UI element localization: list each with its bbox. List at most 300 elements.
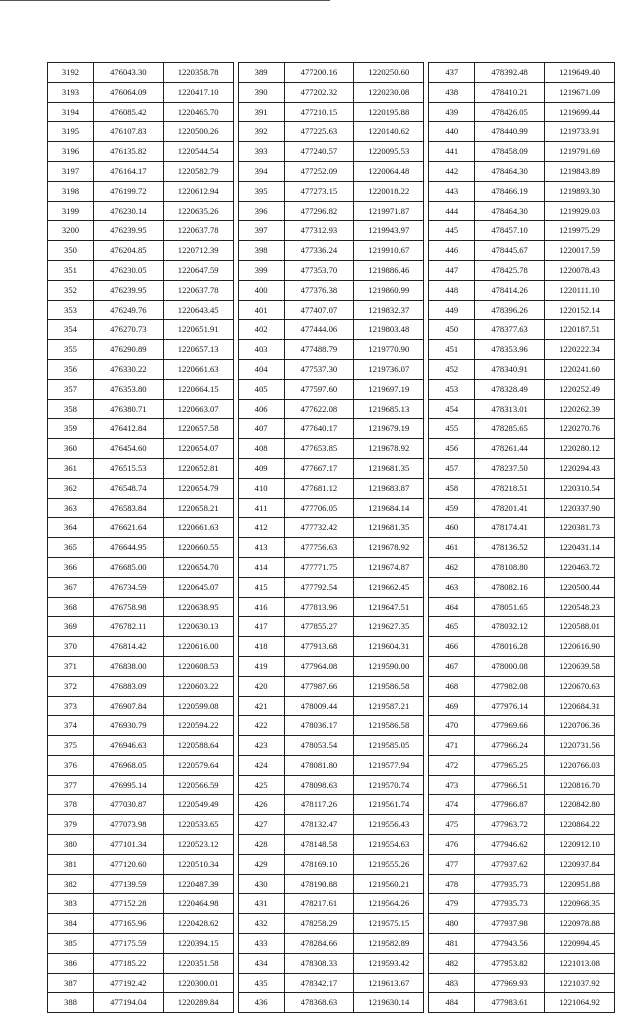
table-row	[48, 835, 234, 855]
point-number-cell: 444	[429, 201, 475, 221]
x-coordinate-cell: 477312.93	[284, 221, 354, 241]
point-number-cell: 472	[429, 755, 475, 775]
y-coordinate-cell: 1220588.01	[545, 617, 615, 637]
point-number-cell: 400	[238, 280, 284, 300]
point-number-cell: 470	[429, 716, 475, 736]
y-coordinate-cell: 1220664.15	[163, 379, 233, 399]
y-coordinate-cell: 1219699.44	[545, 102, 615, 122]
table-row	[429, 201, 615, 221]
x-coordinate-cell: 476239.95	[93, 221, 163, 241]
point-number-cell: 483	[429, 973, 475, 993]
y-coordinate-cell: 1220548.23	[545, 597, 615, 617]
point-number-cell: 464	[429, 597, 475, 617]
point-number-cell: 469	[429, 696, 475, 716]
y-coordinate-cell: 1220612.94	[163, 181, 233, 201]
y-coordinate-cell: 1220658.21	[163, 498, 233, 518]
table-row	[238, 696, 424, 716]
table-row	[48, 181, 234, 201]
point-number-cell: 384	[48, 914, 94, 934]
y-coordinate-cell: 1220500.26	[163, 122, 233, 142]
table-row	[429, 82, 615, 102]
x-coordinate-cell: 477935.73	[475, 874, 545, 894]
point-number-cell: 3195	[48, 122, 94, 142]
y-coordinate-cell: 1220381.73	[545, 518, 615, 538]
table-row	[429, 102, 615, 122]
table-row	[48, 399, 234, 419]
table-row	[48, 102, 234, 122]
x-coordinate-cell: 477966.24	[475, 736, 545, 756]
point-number-cell: 463	[429, 577, 475, 597]
x-coordinate-cell: 478261.44	[475, 439, 545, 459]
point-number-cell: 475	[429, 815, 475, 835]
point-number-cell: 434	[238, 953, 284, 973]
y-coordinate-cell: 1219910.67	[354, 241, 424, 261]
table-row	[429, 973, 615, 993]
table-row	[429, 934, 615, 954]
table-row	[48, 874, 234, 894]
point-number-cell: 431	[238, 894, 284, 914]
x-coordinate-cell: 477210.15	[284, 102, 354, 122]
x-coordinate-cell: 477200.16	[284, 63, 354, 83]
y-coordinate-cell: 1219556.43	[354, 815, 424, 835]
y-coordinate-cell: 1220270.76	[545, 419, 615, 439]
x-coordinate-cell: 478217.61	[284, 894, 354, 914]
table-row	[48, 82, 234, 102]
x-coordinate-cell: 476454.60	[93, 439, 163, 459]
y-coordinate-cell: 1220639.58	[545, 656, 615, 676]
x-coordinate-cell: 477152.28	[93, 894, 163, 914]
table-row	[48, 736, 234, 756]
y-coordinate-cell: 1220358.78	[163, 63, 233, 83]
x-coordinate-cell: 478284.66	[284, 934, 354, 954]
table-row	[48, 538, 234, 558]
point-number-cell: 388	[48, 993, 94, 1013]
point-number-cell: 414	[238, 557, 284, 577]
table-row	[238, 359, 424, 379]
point-number-cell: 440	[429, 122, 475, 142]
point-number-cell: 360	[48, 439, 94, 459]
x-coordinate-cell: 478117.26	[284, 795, 354, 815]
point-number-cell: 358	[48, 399, 94, 419]
x-coordinate-cell: 477976.14	[475, 696, 545, 716]
y-coordinate-cell: 1220842.80	[545, 795, 615, 815]
y-coordinate-cell: 1220661.63	[163, 359, 233, 379]
point-number-cell: 437	[429, 63, 475, 83]
y-coordinate-cell: 1219929.03	[545, 201, 615, 221]
table-row	[429, 696, 615, 716]
table-row	[48, 300, 234, 320]
table-row	[238, 379, 424, 399]
table-row	[48, 755, 234, 775]
y-coordinate-cell: 1219671.09	[545, 82, 615, 102]
point-number-cell: 417	[238, 617, 284, 637]
point-number-cell: 3197	[48, 161, 94, 181]
y-coordinate-cell: 1220280.12	[545, 439, 615, 459]
x-coordinate-cell: 477913.68	[284, 637, 354, 657]
x-coordinate-cell: 477185.22	[93, 953, 163, 973]
y-coordinate-cell: 1219590.00	[354, 656, 424, 676]
y-coordinate-cell: 1220654.07	[163, 439, 233, 459]
y-coordinate-cell: 1220018.22	[354, 181, 424, 201]
y-coordinate-cell: 1220978.88	[545, 914, 615, 934]
x-coordinate-cell: 478353.96	[475, 340, 545, 360]
y-coordinate-cell: 1220463.72	[545, 557, 615, 577]
y-coordinate-cell: 1220549.49	[163, 795, 233, 815]
x-coordinate-cell: 477101.34	[93, 835, 163, 855]
x-coordinate-cell: 476515.53	[93, 458, 163, 478]
y-coordinate-cell: 1219681.35	[354, 518, 424, 538]
point-number-cell: 415	[238, 577, 284, 597]
table-row	[429, 518, 615, 538]
y-coordinate-cell: 1220152.14	[545, 300, 615, 320]
point-number-cell: 453	[429, 379, 475, 399]
y-coordinate-cell: 1220994.45	[545, 934, 615, 954]
x-coordinate-cell: 478051.65	[475, 597, 545, 617]
x-coordinate-cell: 478340.91	[475, 359, 545, 379]
x-coordinate-cell: 477732.42	[284, 518, 354, 538]
point-number-cell: 399	[238, 260, 284, 280]
table-row	[238, 102, 424, 122]
table-row	[429, 359, 615, 379]
point-number-cell: 389	[238, 63, 284, 83]
y-coordinate-cell: 1220351.58	[163, 953, 233, 973]
x-coordinate-cell: 476270.73	[93, 320, 163, 340]
table-row	[48, 696, 234, 716]
y-coordinate-cell: 1220645.07	[163, 577, 233, 597]
table-row	[48, 617, 234, 637]
coordinate-table-sheet	[47, 62, 615, 1013]
point-number-cell: 361	[48, 458, 94, 478]
point-number-cell: 369	[48, 617, 94, 637]
x-coordinate-cell: 477296.82	[284, 201, 354, 221]
point-number-cell: 456	[429, 439, 475, 459]
point-number-cell: 377	[48, 775, 94, 795]
point-number-cell: 404	[238, 359, 284, 379]
table-row	[48, 597, 234, 617]
point-number-cell: 391	[238, 102, 284, 122]
point-number-cell: 407	[238, 419, 284, 439]
x-coordinate-cell: 478458.09	[475, 142, 545, 162]
table-row	[238, 854, 424, 874]
y-coordinate-cell: 1220252.49	[545, 379, 615, 399]
y-coordinate-cell: 1219555.26	[354, 854, 424, 874]
table-row	[238, 538, 424, 558]
x-coordinate-cell: 476330.22	[93, 359, 163, 379]
y-coordinate-cell: 1220078.43	[545, 260, 615, 280]
y-coordinate-cell: 1219593.42	[354, 953, 424, 973]
y-coordinate-cell: 1220637.78	[163, 221, 233, 241]
table-row	[429, 676, 615, 696]
x-coordinate-cell: 476946.63	[93, 736, 163, 756]
x-coordinate-cell: 478016.28	[475, 637, 545, 657]
x-coordinate-cell: 477194.04	[93, 993, 163, 1013]
x-coordinate-cell: 478190.88	[284, 874, 354, 894]
table-row	[238, 716, 424, 736]
point-number-cell: 421	[238, 696, 284, 716]
point-number-cell: 354	[48, 320, 94, 340]
y-coordinate-cell: 1220660.55	[163, 538, 233, 558]
table-row	[238, 835, 424, 855]
y-coordinate-cell: 1219554.63	[354, 835, 424, 855]
y-coordinate-cell: 1219564.26	[354, 894, 424, 914]
y-coordinate-cell: 1220816.70	[545, 775, 615, 795]
table-row	[429, 379, 615, 399]
table-row	[238, 241, 424, 261]
table-row	[429, 241, 615, 261]
table-row	[238, 953, 424, 973]
table-row	[238, 617, 424, 637]
x-coordinate-cell: 476930.79	[93, 716, 163, 736]
point-number-cell: 424	[238, 755, 284, 775]
y-coordinate-cell: 1219586.58	[354, 716, 424, 736]
table-row	[48, 795, 234, 815]
x-coordinate-cell: 477073.98	[93, 815, 163, 835]
y-coordinate-cell: 1219770.90	[354, 340, 424, 360]
point-number-cell: 468	[429, 676, 475, 696]
table-row	[429, 577, 615, 597]
y-coordinate-cell: 1219886.46	[354, 260, 424, 280]
y-coordinate-cell: 1219893.30	[545, 181, 615, 201]
x-coordinate-cell: 477983.61	[475, 993, 545, 1013]
table-row	[48, 458, 234, 478]
y-coordinate-cell: 1219604.31	[354, 637, 424, 657]
x-coordinate-cell: 477681.12	[284, 478, 354, 498]
table-row	[238, 122, 424, 142]
x-coordinate-cell: 478440.99	[475, 122, 545, 142]
point-number-cell: 420	[238, 676, 284, 696]
x-coordinate-cell: 477537.30	[284, 359, 354, 379]
x-coordinate-cell: 477771.75	[284, 557, 354, 577]
x-coordinate-cell: 477407.07	[284, 300, 354, 320]
x-coordinate-cell: 478426.05	[475, 102, 545, 122]
table-row	[429, 320, 615, 340]
x-coordinate-cell: 477953.82	[475, 953, 545, 973]
table-row	[238, 458, 424, 478]
x-coordinate-cell: 477120.60	[93, 854, 163, 874]
y-coordinate-cell: 1219630.14	[354, 993, 424, 1013]
x-coordinate-cell: 478313.01	[475, 399, 545, 419]
point-number-cell: 471	[429, 736, 475, 756]
table-row	[429, 716, 615, 736]
x-coordinate-cell: 477937.62	[475, 854, 545, 874]
y-coordinate-cell: 1220111.10	[545, 280, 615, 300]
point-number-cell: 350	[48, 241, 94, 261]
y-coordinate-cell: 1220616.90	[545, 637, 615, 657]
y-coordinate-cell: 1220588.64	[163, 736, 233, 756]
y-coordinate-cell: 1221064.92	[545, 993, 615, 1013]
y-coordinate-cell: 1220195.88	[354, 102, 424, 122]
y-coordinate-cell: 1220951.88	[545, 874, 615, 894]
y-coordinate-cell: 1219683.87	[354, 478, 424, 498]
y-coordinate-cell: 1219681.35	[354, 458, 424, 478]
y-coordinate-cell: 1220706.36	[545, 716, 615, 736]
point-number-cell: 449	[429, 300, 475, 320]
table-row	[238, 914, 424, 934]
point-number-cell: 428	[238, 835, 284, 855]
y-coordinate-cell: 1219697.19	[354, 379, 424, 399]
x-coordinate-cell: 477969.93	[475, 973, 545, 993]
y-coordinate-cell: 1220684.31	[545, 696, 615, 716]
x-coordinate-cell: 477964.08	[284, 656, 354, 676]
point-number-cell: 396	[238, 201, 284, 221]
table-row	[429, 656, 615, 676]
x-coordinate-cell: 476135.82	[93, 142, 163, 162]
y-coordinate-cell: 1220594.22	[163, 716, 233, 736]
x-coordinate-cell: 478392.48	[475, 63, 545, 83]
table-row	[429, 181, 615, 201]
table-row	[48, 914, 234, 934]
point-number-cell: 370	[48, 637, 94, 657]
x-coordinate-cell: 477966.51	[475, 775, 545, 795]
y-coordinate-cell: 1220651.91	[163, 320, 233, 340]
table-row	[48, 439, 234, 459]
x-coordinate-cell: 477756.63	[284, 538, 354, 558]
point-number-cell: 353	[48, 300, 94, 320]
table-row	[238, 656, 424, 676]
table-row	[238, 736, 424, 756]
table-row	[48, 201, 234, 221]
y-coordinate-cell: 1220566.59	[163, 775, 233, 795]
table-row	[238, 399, 424, 419]
x-coordinate-cell: 476968.05	[93, 755, 163, 775]
y-coordinate-cell: 1219649.40	[545, 63, 615, 83]
table-row	[48, 993, 234, 1013]
x-coordinate-cell: 478218.51	[475, 478, 545, 498]
point-number-cell: 374	[48, 716, 94, 736]
x-coordinate-cell: 476064.09	[93, 82, 163, 102]
table-row	[429, 63, 615, 83]
y-coordinate-cell: 1220262.39	[545, 399, 615, 419]
table-row	[48, 379, 234, 399]
y-coordinate-cell: 1219647.51	[354, 597, 424, 617]
table-row	[429, 874, 615, 894]
x-coordinate-cell: 476199.72	[93, 181, 163, 201]
x-coordinate-cell: 478328.49	[475, 379, 545, 399]
y-coordinate-cell: 1220510.34	[163, 854, 233, 874]
table-row	[429, 755, 615, 775]
table-row	[238, 557, 424, 577]
point-number-cell: 406	[238, 399, 284, 419]
table-row	[48, 577, 234, 597]
point-number-cell: 3200	[48, 221, 94, 241]
x-coordinate-cell: 477139.59	[93, 874, 163, 894]
point-number-cell: 359	[48, 419, 94, 439]
table-row	[238, 815, 424, 835]
x-coordinate-cell: 478098.63	[284, 775, 354, 795]
table-row	[238, 498, 424, 518]
point-number-cell: 412	[238, 518, 284, 538]
x-coordinate-cell: 476204.85	[93, 241, 163, 261]
x-coordinate-cell: 476380.71	[93, 399, 163, 419]
y-coordinate-cell: 1220670.63	[545, 676, 615, 696]
y-coordinate-cell: 1220310.54	[545, 478, 615, 498]
x-coordinate-cell: 478368.63	[284, 993, 354, 1013]
x-coordinate-cell: 476249.76	[93, 300, 163, 320]
table-row	[48, 815, 234, 835]
y-coordinate-cell: 1220654.79	[163, 478, 233, 498]
x-coordinate-cell: 478132.47	[284, 815, 354, 835]
y-coordinate-cell: 1219613.67	[354, 973, 424, 993]
table-row	[48, 557, 234, 577]
x-coordinate-cell: 477706.05	[284, 498, 354, 518]
point-number-cell: 479	[429, 894, 475, 914]
table-row	[238, 973, 424, 993]
x-coordinate-cell: 478009.44	[284, 696, 354, 716]
point-number-cell: 429	[238, 854, 284, 874]
point-number-cell: 365	[48, 538, 94, 558]
point-number-cell: 448	[429, 280, 475, 300]
point-number-cell: 432	[238, 914, 284, 934]
x-coordinate-cell: 477813.96	[284, 597, 354, 617]
y-coordinate-cell: 1220582.79	[163, 161, 233, 181]
x-coordinate-cell: 477240.57	[284, 142, 354, 162]
table-row	[429, 538, 615, 558]
x-coordinate-cell: 477225.63	[284, 122, 354, 142]
y-coordinate-cell: 1220712.39	[163, 241, 233, 261]
x-coordinate-cell: 476107.83	[93, 122, 163, 142]
y-coordinate-cell: 1220230.08	[354, 82, 424, 102]
point-number-cell: 351	[48, 260, 94, 280]
point-number-cell: 442	[429, 161, 475, 181]
x-coordinate-cell: 476043.30	[93, 63, 163, 83]
point-number-cell: 426	[238, 795, 284, 815]
table-row	[429, 736, 615, 756]
table-row	[238, 597, 424, 617]
y-coordinate-cell: 1219577.94	[354, 755, 424, 775]
y-coordinate-cell: 1219662.45	[354, 577, 424, 597]
x-coordinate-cell: 477943.56	[475, 934, 545, 954]
y-coordinate-cell: 1220544.54	[163, 142, 233, 162]
table-row	[429, 498, 615, 518]
point-number-cell: 413	[238, 538, 284, 558]
point-number-cell: 393	[238, 142, 284, 162]
y-coordinate-cell: 1220603.22	[163, 676, 233, 696]
x-coordinate-cell: 476758.98	[93, 597, 163, 617]
point-number-cell: 356	[48, 359, 94, 379]
table-row	[429, 439, 615, 459]
y-coordinate-cell: 1219627.35	[354, 617, 424, 637]
y-coordinate-cell: 1219587.21	[354, 696, 424, 716]
y-coordinate-cell: 1219843.89	[545, 161, 615, 181]
table-row	[48, 142, 234, 162]
point-number-cell: 443	[429, 181, 475, 201]
table-row	[429, 775, 615, 795]
table-row	[238, 161, 424, 181]
table-row	[429, 557, 615, 577]
y-coordinate-cell: 1219860.99	[354, 280, 424, 300]
point-number-cell: 385	[48, 934, 94, 954]
point-number-cell: 474	[429, 795, 475, 815]
point-number-cell: 405	[238, 379, 284, 399]
x-coordinate-cell: 477165.96	[93, 914, 163, 934]
x-coordinate-cell: 476995.14	[93, 775, 163, 795]
y-coordinate-cell: 1221013.08	[545, 953, 615, 973]
table-row	[48, 122, 234, 142]
x-coordinate-cell: 478414.26	[475, 280, 545, 300]
table-row	[48, 478, 234, 498]
y-coordinate-cell: 1220187.51	[545, 320, 615, 340]
y-coordinate-cell: 1219678.92	[354, 439, 424, 459]
y-coordinate-cell: 1220579.64	[163, 755, 233, 775]
x-coordinate-cell: 477488.79	[284, 340, 354, 360]
y-coordinate-cell: 1220637.78	[163, 280, 233, 300]
table-row	[238, 82, 424, 102]
point-number-cell: 364	[48, 518, 94, 538]
x-coordinate-cell: 477982.08	[475, 676, 545, 696]
x-coordinate-cell: 478032.12	[475, 617, 545, 637]
table-row	[48, 498, 234, 518]
table-row	[429, 914, 615, 934]
